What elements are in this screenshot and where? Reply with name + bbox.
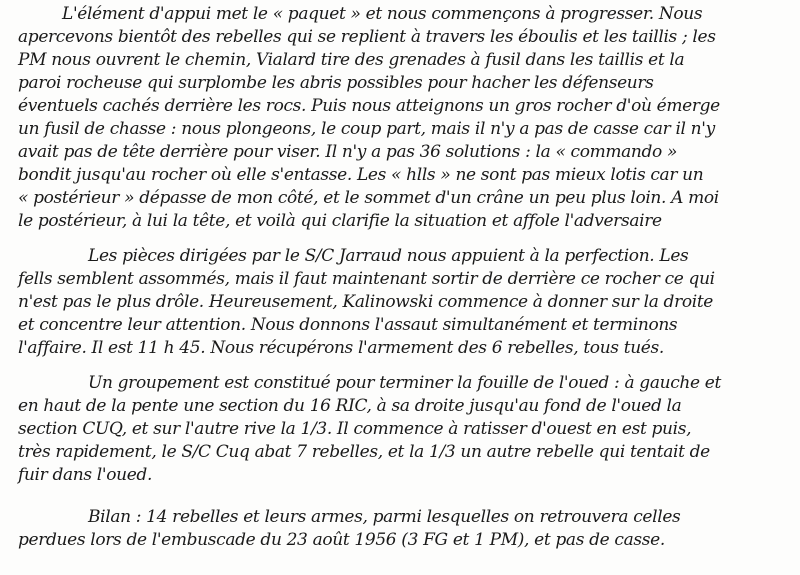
text-line: et concentre leur attention. Nous donnons l'assaut simultanément et terminons: [18, 315, 678, 335]
text-line: bondit jusqu'au rocher où elle s'entasse. Les « hlls » ne sont pas mieux lotis car un: [18, 165, 704, 185]
text-line: fells semblent assommés, mais il faut maintenant sortir de derrière ce rocher ce qui: [18, 269, 715, 289]
text-line: Les pièces dirigées par le S/C Jarraud nous appuient à la perfection. Les: [88, 246, 689, 266]
text-line: section CUQ, et sur l'autre rive la 1/3. Il commence à ratisser d'ouest en est puis,: [18, 419, 692, 439]
text-line: le postérieur, à lui la tête, et voilà qui clarifie la situation et affole l'adversaire: [18, 211, 662, 231]
text-line: L'élément d'appui met le « paquet » et nous commençons à progresser. Nous: [62, 4, 703, 24]
text-line: avait pas de tête derrière pour viser. Il n'y a pas 36 solutions : la « commando »: [18, 142, 678, 162]
text-line: n'est pas le plus drôle. Heureusement, Kalinowski commence à donner sur la droite: [18, 292, 714, 312]
text-line: perdues lors de l'embuscade du 23 août 1956 (3 FG et 1 PM), et pas de casse.: [18, 530, 665, 550]
text-line: en haut de la pente une section du 16 RIC, à sa droite jusqu'au fond de l'oued la: [18, 396, 682, 416]
text-line: apercevons bientôt des rebelles qui se replient à travers les éboulis et les taillis ; les: [18, 27, 716, 47]
text-line: PM nous ouvrent le chemin, Vialard tire des grenades à fusil dans les taillis et la: [18, 50, 685, 70]
text-line: un fusil de chasse : nous plongeons, le coup part, mais il n'y a pas de casse car il n'y: [18, 119, 715, 139]
text-line: « postérieur » dépasse de mon côté, et le sommet d'un crâne un peu plus loin. A moi: [18, 188, 719, 208]
text-line: éventuels cachés derrière les rocs. Puis nous atteignons un gros rocher d'où émerge: [18, 96, 720, 116]
text-line: l'affaire. Il est 11 h 45. Nous récupérons l'armement des 6 rebelles, tous tués.: [18, 338, 664, 358]
text-line: paroi rocheuse qui surplombe les abris possibles pour hacher les défenseurs: [18, 73, 654, 93]
text-line: fuir dans l'oued.: [18, 465, 152, 485]
text-line: très rapidement, le S/C Cuq abat 7 rebelles, et la 1/3 un autre rebelle qui tentait de: [18, 442, 710, 462]
text-line: Un groupement est constitué pour terminer la fouille de l'oued : à gauche et: [88, 373, 721, 393]
text-line: Bilan : 14 rebelles et leurs armes, parmi lesquelles on retrouvera celles: [88, 507, 681, 527]
